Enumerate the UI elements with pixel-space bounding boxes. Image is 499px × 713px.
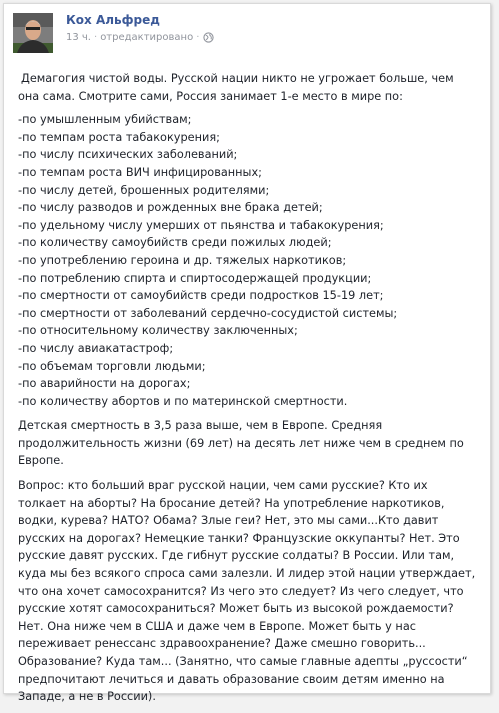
list-item: -по числу разводов и рожденных вне брака детей; [18, 201, 323, 215]
avatar-photo [13, 13, 53, 53]
list-item: -по аварийности на дорогах; [18, 377, 191, 391]
list-item: -по относительному количеству заключенных; [18, 324, 298, 338]
list-item: -по количеству абортов и по материнской смертности. [18, 394, 348, 408]
list-item: -по темпам роста ВИЧ инфицированных; [18, 165, 262, 179]
list-item: -по смертности от самоубийств среди подростков 15-19 лет; [18, 289, 384, 303]
edited-label[interactable]: отредактировано [100, 32, 194, 43]
ranking-list [18, 111, 478, 410]
list-item: -по объемам торговли людьми; [18, 359, 206, 373]
post-card [3, 3, 491, 704]
post-meta [66, 32, 214, 43]
list-item: -по числу детей, брошенных родителями; [18, 183, 270, 197]
meta-separator: · [94, 32, 98, 43]
author-avatar[interactable] [13, 13, 53, 53]
list-item: -по числу психических заболеваний; [18, 148, 238, 162]
list-item: -по удельному числу умерших от пьянства и табакокурения; [18, 218, 384, 232]
list-item: -по употреблению героина и др. тяжелых наркотиков; [18, 253, 347, 267]
post-timestamp[interactable]: 13 ч. [66, 32, 91, 43]
meta-separator-2: · [196, 32, 200, 43]
list-item: -по потреблению спирта и спиртосодержащей продукции; [18, 271, 372, 285]
post-paragraph-2: Детская смертность в 3,5 раза выше, чем в Европе. Средняя продолжительность жизни (69 лет) на десять лет ниже чем в среднем по Европе. [18, 419, 464, 468]
post-intro: Демагогия чистой воды. Русской нации никто не угрожает больше, чем она сама. Смотрите сами, Россия занимает 1-е место в мире по: [18, 72, 454, 103]
globe-icon[interactable] [203, 32, 214, 43]
list-item: -по числу авиакатастроф; [18, 341, 174, 355]
list-item: -по темпам роста табакокурения; [18, 130, 220, 144]
list-item: -по умышленным убийствам; [18, 113, 192, 127]
author-name-link[interactable]: Кох Альфред [66, 13, 160, 27]
list-item: -по количеству самоубийств среди пожилых людей; [18, 236, 332, 250]
post-body [18, 70, 478, 713]
post-paragraph-3: Вопрос: кто больший враг русской нации, чем сами русские? Кто их толкает на аборты? На бросание детей? На употребление наркотиков, водки, курева? НАТО? Обама? Злые геи? Нет, это мы сами...Кто давит русских на дорогах? Немецкие танки? Французские оккупанты? Нет. Это русские давят русских. Где гибнут русские солдаты? В России. Или там, куда мы без всякого спроса сами залезли. И лидер этой нации утверждает, что она хочет самосохранится? Из чего это следует? Из чего следует, что русские хотят самосохраниться? Может быть из высокой рождаемости? Нет. Она ниже чем в США и даже чем в Европе. Может быть у нас переживает ренессанс здравоохранение? Даже смешно говорить... Образование? Куда там... (Занятно, что самые главные адепты „руссости“ предпочитают лечиться и давать образование своим детям именно на Западе, а не в России). [18, 479, 476, 704]
list-item: -по смертности от заболеваний сердечно-сосудистой системы; [18, 306, 398, 320]
